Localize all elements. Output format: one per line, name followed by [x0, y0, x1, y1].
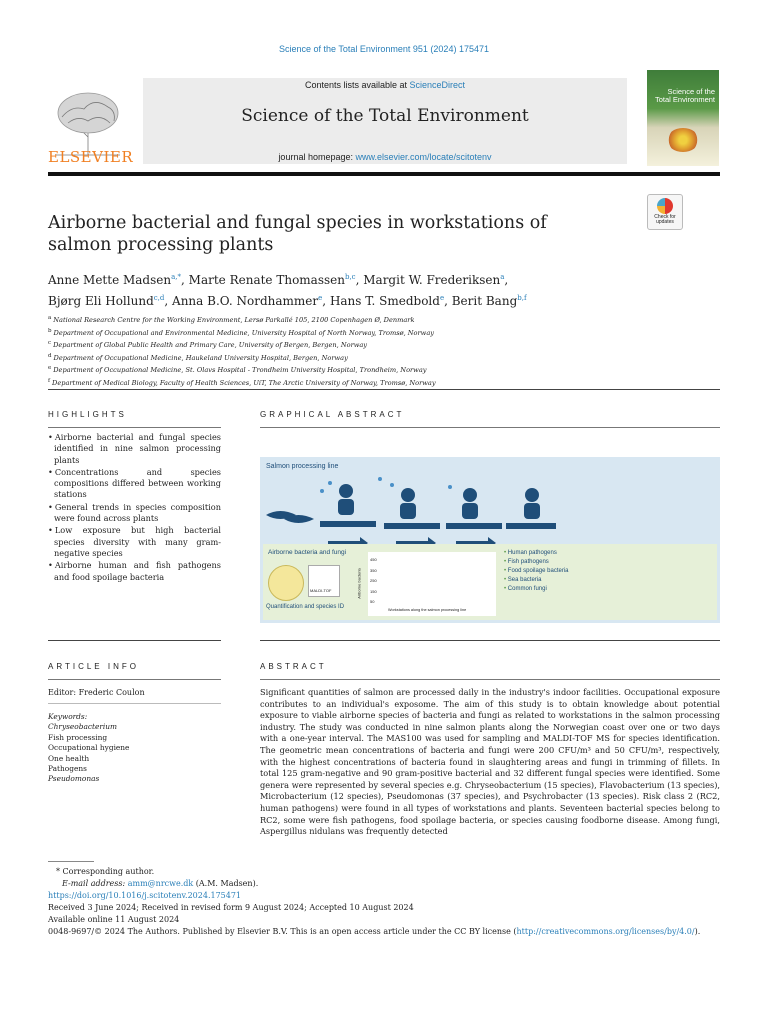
legend-label: Sea bacteria	[507, 577, 542, 583]
legend-item	[504, 558, 569, 567]
author-name[interactable]: Hans T. Smedbold	[329, 294, 440, 308]
highlight-item: • Low exposure but high bacterial species diversity with many gram-negative species	[48, 525, 221, 559]
graphical-abstract-heading: GRAPHICAL ABSTRACT	[260, 410, 405, 419]
affiliation-item	[48, 326, 688, 339]
keyword[interactable]: Pathogens	[48, 764, 87, 774]
author-affiliation-marker[interactable]: a,*	[171, 273, 182, 281]
divider	[48, 640, 221, 641]
footnotes	[48, 866, 728, 938]
article-info-heading: ARTICLE INFO	[48, 662, 139, 671]
affiliation-label: b	[48, 327, 52, 334]
journal-homepage-link[interactable]: www.elsevier.com/locate/scitotenv	[355, 152, 492, 162]
legend-label: Human pathogens	[507, 550, 557, 556]
received-dates: Received 3 June 2024; Received in revised form 9 August 2024; Accepted 10 August 2024	[48, 903, 414, 912]
affiliation-text: National Research Centre for the Working Environment, Lersø Parkallé 105, 2100 Copenhagen Ø, Denmark	[53, 316, 415, 325]
affiliation-label: e	[48, 365, 52, 372]
legend-item	[504, 567, 569, 576]
affiliation-label: a	[48, 315, 52, 321]
divider	[48, 427, 221, 428]
keywords-heading: Keywords:	[48, 712, 88, 721]
y-tick-label: 250	[370, 578, 377, 583]
author-name[interactable]: Bjørg Eli Hollund	[48, 294, 154, 308]
crossmark-icon	[657, 198, 673, 214]
author-affiliation-marker[interactable]: b,c	[344, 273, 356, 281]
legend-bullet: •	[504, 568, 508, 574]
author-name[interactable]: Berit Bang	[451, 294, 518, 308]
highlights-heading: HIGHLIGHTS	[48, 410, 127, 419]
affiliation-text: Department of Occupational Medicine, Haukeland University Hospital, Bergen, Norway	[53, 353, 348, 362]
footnote-divider	[48, 861, 94, 862]
author-name[interactable]: Margit W. Frederiksen	[363, 273, 501, 287]
keyword[interactable]: Pseudomonas	[48, 774, 100, 784]
email-note: E-mail address: amm@nrcwe.dk (A.M. Madsen).	[62, 879, 259, 888]
legend-bullet: •	[504, 559, 508, 565]
author-affiliation-marker[interactable]: a	[500, 273, 505, 281]
affiliation-text: Department of Global Public Health and Primary Care, University of Bergen, Bergen, Norway	[53, 341, 368, 350]
affiliation-text: Department of Occupational Medicine, St. Olavs Hospital - Trondheim University Hospital, Trondheim, Norway	[53, 366, 427, 375]
ga-panel-title: Salmon processing line	[266, 463, 339, 470]
keyword[interactable]: Chryseobacterium	[48, 722, 118, 732]
abstract-text: Significant quantities of salmon are processed daily in the industry's indoor facilities. Occupational exposure contributes to an individual's exposome. The aim of this study is to obtain knowledge about potential exposure to viable airborne species of bacteria and fungi as related to workstations in the salmon processing industry. The study was conducted in nine salmon plants along the Norwegian coast over one or two days with a one-year interval. The MAS100 was used for sampling and MALDI-TOF MS for species identification. The geometric mean concentrations of bacteria and fungi were 200 CFU/m³ and 50 CFU/m³, respectively, with the highest concentrations of bacteria found in slaughtering areas and fungi in trimming of fillets. In total 125 gram-negative and 90 gram-positive bacterial and 32 different fungal species were identified. Some genera were represented by several species e.g. Chryseobacterium (15 species), Flavobacterium (13 species), Microbacterium (12 species), Pseudomonas (37 species), and Psychrobacter (13 species). Risk class 2 (RC2, human pathogens) were found in all types of workstations and plants. Seventeen bacterial species belong to RC2, some were fish pathogens, food spoilage bacteria, or species causing foodborne disease. Among fungi, Aspergillus nidulans was frequently detected	[260, 687, 720, 837]
email-link[interactable]: amm@nrcwe.dk	[127, 879, 194, 888]
corresponding-note: * Corresponding author.	[56, 867, 155, 876]
affiliation-item	[48, 313, 688, 326]
journal-homepage-line: journal homepage: www.elsevier.com/locate/scitotenv	[278, 152, 492, 162]
elsevier-wordmark: ELSEVIER	[48, 148, 134, 166]
mini-chart	[368, 552, 496, 616]
contents-line: Contents lists available at ScienceDirect	[304, 80, 466, 90]
affiliation-label: c	[48, 340, 52, 347]
author-name[interactable]: Anne Mette Madsen	[48, 273, 172, 287]
legend-label: Common fungi	[507, 586, 547, 592]
license-link[interactable]: http://creativecommons.org/licenses/by/4.0/	[516, 927, 695, 936]
divider	[48, 389, 720, 390]
legend-bullet: •	[504, 586, 508, 592]
affiliations	[48, 313, 688, 389]
affiliation-item	[48, 338, 688, 351]
keyword-list	[48, 722, 129, 784]
quant-label: Quantification and species ID	[266, 604, 345, 610]
affiliation-item	[48, 376, 688, 389]
highlight-item: • Airborne bacterial and fungal species identified in nine salmon processing plants	[48, 432, 221, 466]
cover-title: Science of the Total Environment	[654, 87, 715, 104]
y-tick-label: 150	[370, 588, 377, 594]
highlight-item: • General trends in species composition were found across plants	[48, 502, 221, 525]
journal-name: Science of the Total Environment	[241, 106, 529, 126]
author-name[interactable]: Marte Renate Thomassen	[188, 273, 345, 287]
keyword[interactable]: Occupational hygiene	[48, 743, 130, 753]
maldi-label: MALDI-TOF	[310, 588, 332, 593]
legend-label: Fish pathogens	[507, 559, 549, 565]
sciencedirect-link[interactable]: ScienceDirect	[409, 80, 466, 90]
journal-reference-link[interactable]: Science of the Total Environment 951 (2024) 175471	[279, 44, 489, 54]
y-tick-label: 450	[370, 557, 377, 562]
affiliation-label: d	[48, 352, 52, 359]
graphical-abstract-figure[interactable]	[260, 457, 720, 623]
affiliation-label: f	[48, 377, 51, 384]
keyword[interactable]: One health	[48, 753, 90, 763]
keywords-block	[48, 712, 129, 785]
y-tick-label: 50	[370, 599, 375, 604]
airborne-label: Airborne bacteria and fungi	[268, 549, 347, 556]
check-for-updates-badge[interactable]	[647, 194, 683, 230]
mini-chart-ylabel: Airborne bacteria	[356, 568, 362, 599]
legend-bullet: •	[504, 577, 508, 583]
header-divider	[48, 172, 720, 176]
petri-dish-icon	[268, 565, 304, 601]
y-tick-label: 350	[370, 567, 377, 573]
author-name[interactable]: Anna B.O. Nordhammer	[172, 294, 319, 308]
license-line: 0048-9697/© 2024 The Authors. Published by Elsevier B.V. This is an open access article under the CC BY license (http://creativecommons.org/licenses/by/4.0/).	[48, 927, 701, 936]
online-date: Available online 11 August 2024	[48, 915, 180, 924]
divider	[260, 679, 720, 680]
crossmark-label: Check for updates	[654, 214, 676, 225]
highlight-item: • Airborne human and fish pathogens and food spoilage bacteria	[48, 560, 221, 583]
highlights-list	[48, 432, 221, 584]
abstract-heading: ABSTRACT	[260, 662, 327, 671]
legend-item	[504, 549, 569, 558]
divider	[48, 679, 221, 680]
divider	[260, 427, 720, 428]
doi-link[interactable]: https://doi.org/10.1016/j.scitotenv.2024.175471	[48, 891, 242, 900]
keyword[interactable]: Fish processing	[48, 732, 108, 742]
divider	[260, 640, 720, 641]
divider	[48, 703, 221, 704]
article-title: Airborne bacterial and fungal species in workstations of salmon processing plants	[48, 213, 547, 255]
affiliation-item	[48, 363, 688, 376]
legend-item	[504, 576, 569, 585]
affiliation-text: Department of Occupational and Environmental Medicine, University Hospital of North Norway, Tromsø, Norway	[53, 328, 434, 337]
highlight-item: • Concentrations and species compositions differed between working stations	[48, 467, 221, 501]
legend-bullet: •	[504, 550, 508, 556]
legend-label: Food spoilage bacteria	[507, 568, 569, 574]
author-affiliation-marker[interactable]: e	[439, 294, 445, 302]
mini-chart-xlabel: Workstations along the salmon processing line	[388, 608, 467, 612]
author-affiliation-marker[interactable]: c,d	[153, 294, 165, 302]
author-list: Anne Mette Madsen$^{a,*}$, Marte Renate Thomassen$^{b,c}$, Margit W. Frederiksen$^a$, Bjørg Eli Hollund$^{c,d}$, Anna B.O. Nordhammer$^e$, Hans T. Smedbold$^e$, Berit Bang$^{b,f}$	[48, 273, 527, 308]
journal-cover-thumbnail[interactable]	[647, 70, 719, 166]
author-affiliation-marker[interactable]: e	[318, 294, 323, 302]
affiliation-item	[48, 351, 688, 364]
cover-flower-icon	[667, 128, 699, 152]
mini-chart-y-ticks	[370, 555, 377, 608]
ga-legend	[504, 549, 569, 594]
affiliation-text: Department of Medical Biology, Faculty of Health Sciences, UiT, The Arctic University of Norway, Tromsø, Norway	[52, 379, 436, 388]
processing-line-illustration	[260, 469, 560, 549]
legend-item	[504, 585, 569, 594]
author-affiliation-marker[interactable]: b,f	[517, 294, 527, 302]
editor-line: Editor: Frederic Coulon	[48, 688, 145, 697]
